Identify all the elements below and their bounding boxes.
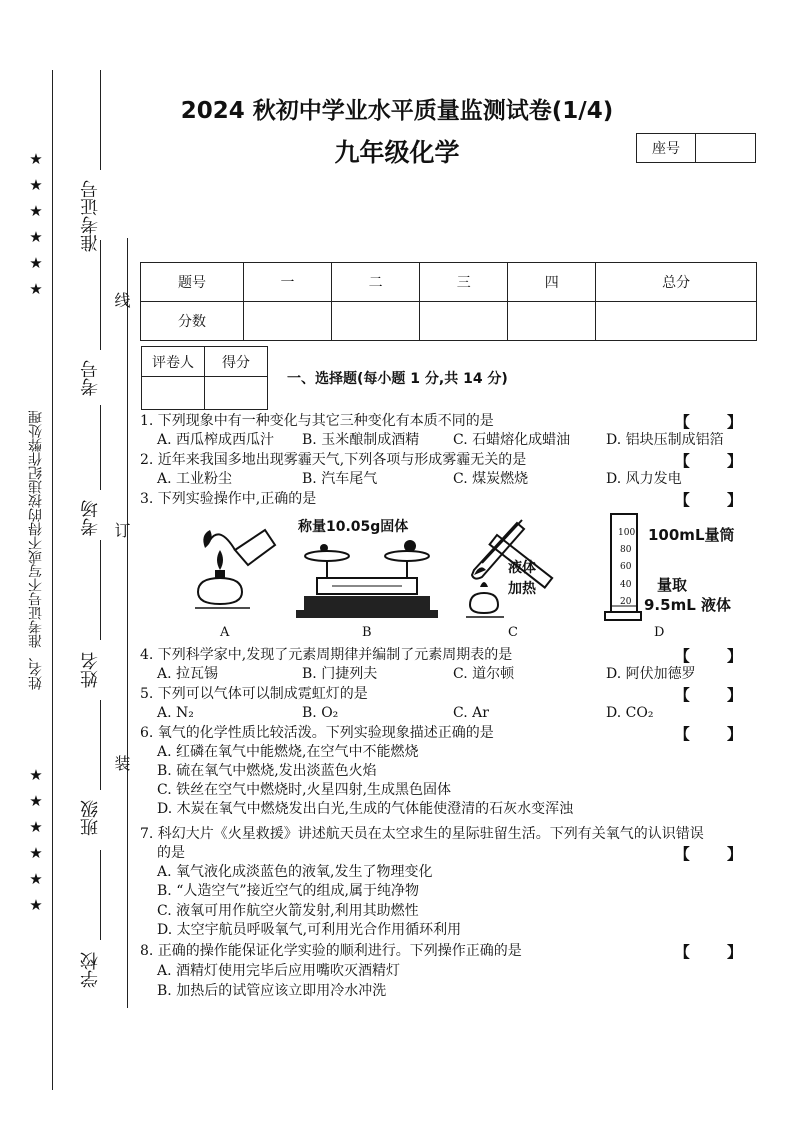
answer-bracket[interactable]: 【 】	[674, 452, 758, 470]
binding-mark-bind: 装	[112, 755, 131, 771]
figure-c-caption: 液体	[508, 560, 536, 576]
option: C. 石蜡熔化成蜡油	[453, 432, 571, 448]
binding-mark-line: 线	[112, 292, 131, 308]
field-label: 姓名	[80, 652, 101, 688]
option: B. 硫在氧气中燃烧,发出淡蓝色火焰	[157, 763, 377, 779]
option: D. 木炭在氧气中燃烧发出白光,生成的气体能使澄清的石灰水变浑浊	[157, 801, 574, 817]
table-row	[141, 263, 757, 302]
field-exam-room	[78, 500, 104, 536]
question-stem-cont: 的是	[157, 845, 185, 861]
figure-a-alcohol-lamp	[180, 520, 280, 620]
option: C. 煤炭燃烧	[453, 471, 529, 487]
grader-table	[141, 346, 268, 410]
field-label: 考场	[80, 500, 101, 536]
field-blank	[100, 700, 101, 790]
table-row	[142, 347, 268, 377]
score-table	[140, 262, 757, 341]
field-school	[78, 952, 104, 988]
binding-mark-staple: 订	[112, 522, 131, 538]
field-label: 学校	[80, 952, 101, 988]
figure-label: C	[508, 625, 518, 640]
cylinder-tick: 60	[620, 562, 632, 572]
table-row	[141, 302, 757, 341]
table-cell: 得分	[205, 347, 268, 377]
figure-d-caption: 量取	[657, 576, 688, 594]
field-label: 准考证号	[80, 180, 101, 252]
option: D. 阿伏加德罗	[606, 666, 696, 682]
figure-b-caption: 称量10.05g固体	[298, 519, 409, 535]
binding-line	[52, 70, 53, 1090]
field-blank	[100, 540, 101, 640]
option: D. CO₂	[606, 705, 654, 721]
option: A. 西瓜榨成西瓜汁	[157, 432, 275, 448]
option: B. “人造空气”接近空气的组成,属于纯净物	[157, 883, 419, 899]
option: A. 拉瓦锡	[157, 666, 219, 682]
answer-bracket[interactable]: 【 】	[674, 413, 758, 431]
score-cell[interactable]	[596, 302, 757, 341]
option: B. O₂	[302, 705, 339, 721]
option: D. 太空宇航员呼吸氧气,可利用光合作用循环利用	[157, 922, 462, 938]
table-cell: 三	[420, 263, 508, 302]
cylinder-tick: 80	[620, 545, 632, 555]
seat-number-box[interactable]	[636, 133, 756, 163]
table-cell: 分数	[141, 302, 244, 341]
option: B. 加热后的试管应该立即用冷水冲洗	[157, 983, 387, 999]
field-class	[78, 800, 104, 836]
option: A. N₂	[157, 705, 194, 721]
field-name	[78, 652, 104, 688]
score-cell[interactable]	[420, 302, 508, 341]
answer-bracket[interactable]: 【 】	[674, 491, 758, 509]
star-column-bottom: ★ ★ ★ ★ ★ ★	[29, 766, 43, 914]
answer-bracket[interactable]: 【 】	[674, 647, 758, 665]
option: B. 汽车尾气	[302, 471, 378, 487]
section-heading: 一、选择题(每小题 1 分,共 14 分)	[287, 371, 508, 387]
table-cell: 四	[508, 263, 596, 302]
answer-bracket[interactable]: 【 】	[674, 686, 758, 704]
question-stem: 8. 正确的操作能保证化学实验的顺利进行。下列操作正确的是	[140, 943, 522, 959]
question-stem: 5. 下列可以气体可以制成霓虹灯的是	[140, 686, 368, 702]
option: C. 液氧可用作航空火箭发射,利用其助燃性	[157, 903, 419, 919]
field-blank	[100, 405, 101, 490]
score-cell[interactable]	[332, 302, 420, 341]
option: A. 红磷在氧气中能燃烧,在空气中不能燃烧	[157, 744, 419, 760]
option: B. 门捷列夫	[302, 666, 378, 682]
score-cell[interactable]	[205, 377, 268, 410]
figure-label: A	[220, 625, 230, 640]
option: B. 玉米酿制成酒精	[302, 432, 420, 448]
score-cell[interactable]	[244, 302, 332, 341]
field-exam-number	[78, 360, 104, 396]
figure-b-balance	[292, 538, 442, 620]
table-cell: 评卷人	[142, 347, 205, 377]
cylinder-tick: 20	[620, 597, 632, 607]
page-title: 2024 秋初中学业水平质量监测试卷(1/4)	[180, 98, 614, 124]
table-row	[142, 377, 268, 410]
field-blank	[100, 850, 101, 940]
table-cell: 题号	[141, 263, 244, 302]
question-stem: 4. 下列科学家中,发现了元素周期律并编制了元素周期表的是	[140, 647, 513, 663]
question-stem: 1. 下列现象中有一种变化与其它三种变化有本质不同的是	[140, 413, 494, 429]
answer-bracket[interactable]: 【 】	[674, 943, 758, 961]
table-cell: 二	[332, 263, 420, 302]
figure-d-caption: 9.5mL 液体	[644, 596, 731, 614]
star-column-top: ★ ★ ★ ★ ★ ★	[29, 150, 43, 298]
figure-label: B	[362, 625, 372, 640]
table-cell: 一	[244, 263, 332, 302]
field-blank	[100, 240, 101, 350]
question-stem: 7. 科幻大片《火星救援》讲述航天员在太空求生的星际驻留生活。下列有关氧气的认识错误	[140, 826, 704, 842]
option: C. 道尔顿	[453, 666, 515, 682]
question-stem: 6. 氧气的化学性质比较活泼。下列实验现象描述正确的是	[140, 725, 494, 741]
question-stem: 2. 近年来我国多地出现雾霾天气,下列各项与形成雾霾无关的是	[140, 452, 527, 468]
cylinder-tick: 40	[620, 580, 632, 590]
figure-c-caption: 加热	[508, 581, 536, 597]
grader-cell[interactable]	[142, 377, 205, 410]
answer-bracket[interactable]: 【 】	[674, 845, 758, 863]
question-stem: 3. 下列实验操作中,正确的是	[140, 491, 317, 507]
option: A. 氧气液化成淡蓝色的液氧,发生了物理变化	[157, 864, 433, 880]
option: A. 工业粉尘	[157, 471, 233, 487]
option: D. 风力发电	[606, 471, 682, 487]
table-cell: 总分	[596, 263, 757, 302]
option: C. 铁丝在空气中燃烧时,火星四射,生成黑色固体	[157, 782, 452, 798]
seat-input[interactable]	[696, 134, 755, 162]
field-label: 班级	[80, 800, 101, 836]
option: D. 铝块压制成铝箔	[606, 432, 724, 448]
figure-d-caption: 100mL量筒	[648, 526, 735, 544]
option: C. Ar	[453, 705, 489, 721]
field-label: 考号	[80, 360, 101, 396]
option: A. 酒精灯使用完毕后应用嘴吹灭酒精灯	[157, 963, 401, 979]
binding-notice: 姓名、准考证号不写或不得的按违纪作弊处理	[28, 410, 44, 690]
answer-bracket[interactable]: 【 】	[674, 725, 758, 743]
cylinder-tick: 100	[618, 528, 636, 538]
score-cell[interactable]	[508, 302, 596, 341]
figure-label: D	[654, 625, 665, 640]
page-subtitle: 九年级化学	[334, 138, 460, 167]
binding-line-inner	[127, 238, 128, 1008]
seat-label: 座号	[637, 134, 696, 162]
